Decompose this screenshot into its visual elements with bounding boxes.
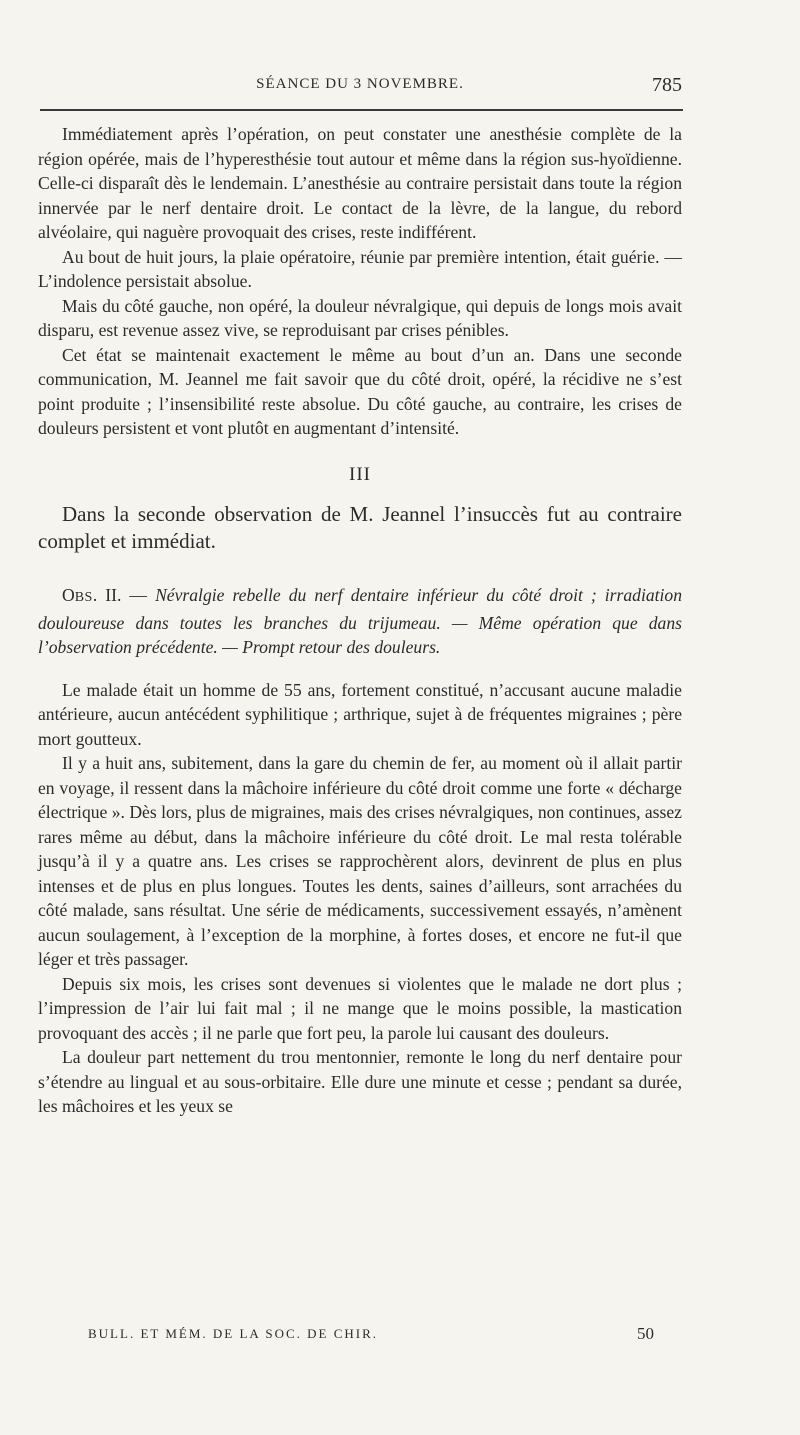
observation-heading [38,583,682,660]
page-footer [88,1326,654,1348]
observation-title: Névralgie rebelle du nerf dentaire inférieur du côté droit ; irradiation douloureuse dans toutes les branches du trijumeau. — Même opération que dans l’observation précédente. — Prompt retour des douleurs. [38,585,682,657]
observation-label-number: . II. — [92,585,156,605]
running-title: SÉANCE DU 3 NOVEMBRE. [256,76,464,92]
body-text [38,122,682,1119]
paragraph-one-year: Cet état se maintenait exactement le même au bout d’un an. Dans une seconde communication, M. Jeannel me fait savoir que du côté droit, opéré, la récidive ne s’est point produite ; l’insensibilité reste absolue. Du côté gauche, au contraire, les crises de douleurs persistent et vont plutôt en augmentant d’intensité. [38,344,682,438]
page-header [38,76,682,100]
page-number: 785 [652,74,682,96]
header-rule [40,109,683,111]
observation-label-smallcaps: BS [74,590,93,605]
paragraph-left-side: Mais du côté gauche, non opéré, la douleur névralgique, qui depuis de longs mois avait disparu, est revenue assez vive, se reproduisant par crises pénibles. [38,295,682,340]
observation-label-prefix: O [62,585,75,605]
observation-label [62,585,155,605]
case-paragraph-severity: Depuis six mois, les crises sont devenues si violentes que le malade ne dort plus ; l’impression de l’air lui fait mal ; il ne mange que le moins possible, la mastication provoquant des accès ; il ne parle que fort peu, la parole lui causant des douleurs. [38,973,682,1043]
paragraph-anesthesia: Immédiatement après l’opération, on peut constater une anesthésie complète de la région opérée, mais de l’hyperesthésie tout autour et même dans la région sus-hyoïdienne. Celle-ci disparaît dès le lendemain. L’anesthésie au contraire persistait dans toute la région innervée par le nerf dentaire droit. Le contact de la lèvre, de la langue, du rebord alvéolaire, qui naguère provoquait des crises, reste indifférent. [38,124,682,242]
section-heading: III [349,463,371,485]
section-intro: Dans la seconde observation de M. Jeannel l’insuccès fut au contraire complet et immédiat. [38,502,682,553]
signature-mark: 50 [637,1324,654,1343]
case-paragraph-patient: Le malade était un homme de 55 ans, fortement constitué, n’accusant aucune maladie antérieure, aucun antécédent syphilitique ; arthrique, sujet à de fréquentes migraines ; père mort goutteux. [38,679,682,749]
case-paragraph-pain-path: La douleur part nettement du trou mentonnier, remonte le long du nerf dentaire pour s’étendre au lingual et au sous-orbitaire. Elle dure une minute et cesse ; pendant sa durée, les mâchoires et les yeux se [38,1047,682,1116]
paragraph-healing: Au bout de huit jours, la plaie opératoire, réunie par première intention, était guérie. — L’indolence persistait absolue. [38,246,682,291]
case-paragraph-history: Il y a huit ans, subitement, dans la gare du chemin de fer, au moment où il allait partir en voyage, il ressent dans la mâchoire inférieure du côté droit comme une forte « décharge électrique ». Dès lors, plus de migraines, mais des crises névralgiques, non continues, assez rares même au début, dans la mâchoire inférieure du côté droit. Le mal resta tolérable jusqu’à il y a quatre ans. Les crises se rapprochèrent alors, devinrent de plus en plus intenses et de plus en plus longues. Toutes les dents, saines d’ailleurs, sont arrachées du côté malade, sans résultat. Une série de médicaments, successivement essayés, n’amènent aucun soulagement, à l’exception de la morphine, à fortes doses, et encore ne fut-il que léger et très passager. [38,753,682,969]
journal-signature: BULL. ET MÉM. DE LA SOC. DE CHIR. [88,1326,379,1341]
